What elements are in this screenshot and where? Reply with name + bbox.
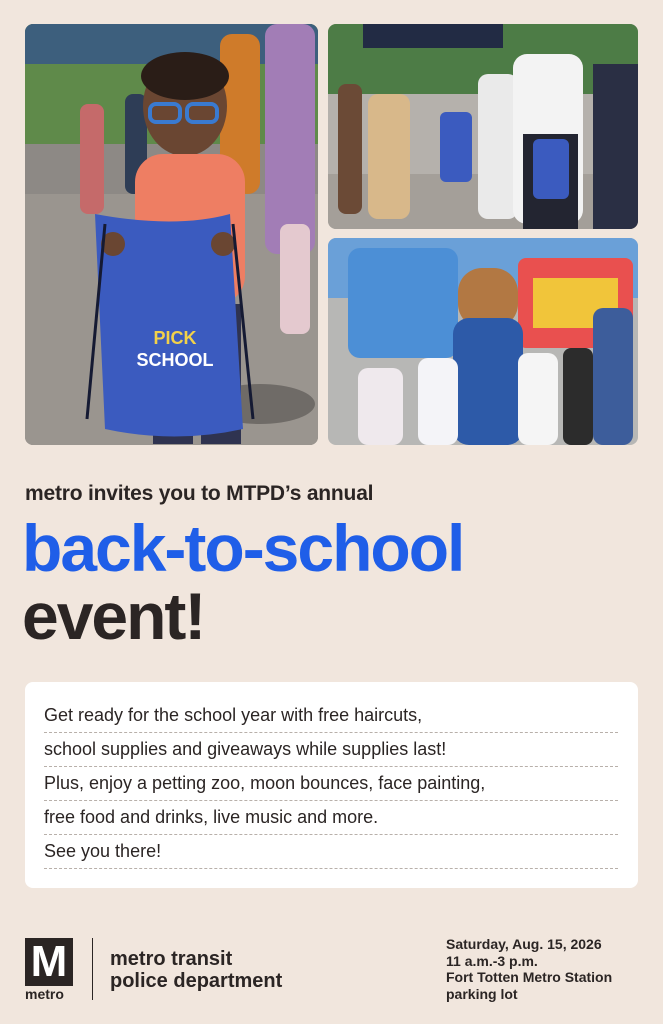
info-line: Get ready for the school year with free haircuts, [44, 698, 618, 733]
info-line: free food and drinks, live music and more. [44, 800, 618, 835]
event-time: 11 a.m.-3 p.m. [446, 952, 538, 969]
org-line2: police department [110, 970, 283, 992]
event-location: Fort Totten Metro Station [446, 969, 613, 985]
photo-officers-handout [328, 24, 638, 229]
headline-line1: back-to-school [22, 511, 464, 585]
footer-divider [92, 938, 93, 1000]
org-line1: metro transit [110, 948, 233, 970]
event-date: Saturday, Aug. 15, 2026 [446, 936, 602, 952]
photo-mascot-bounce-house [328, 238, 638, 445]
backpack-print-line1: PICK [153, 328, 197, 348]
org-name [110, 948, 282, 992]
intro-text: metro invites you to MTPD’s annual [25, 482, 374, 505]
metro-logo-word: metro [25, 986, 64, 1002]
info-line: See you there! [44, 834, 618, 869]
event-location-detail: parking lot [446, 985, 518, 1002]
metro-logo: M [25, 938, 73, 986]
photo-child-backpack [25, 24, 318, 445]
info-line: Plus, enjoy a petting zoo, moon bounces, face painting, [44, 766, 618, 801]
backpack-print-line2: SCHOOL [136, 350, 214, 370]
info-card [25, 682, 638, 888]
info-line: school supplies and giveaways while supplies last! [44, 732, 618, 767]
headline-line2: event! [22, 579, 205, 653]
event-details [446, 936, 612, 1002]
